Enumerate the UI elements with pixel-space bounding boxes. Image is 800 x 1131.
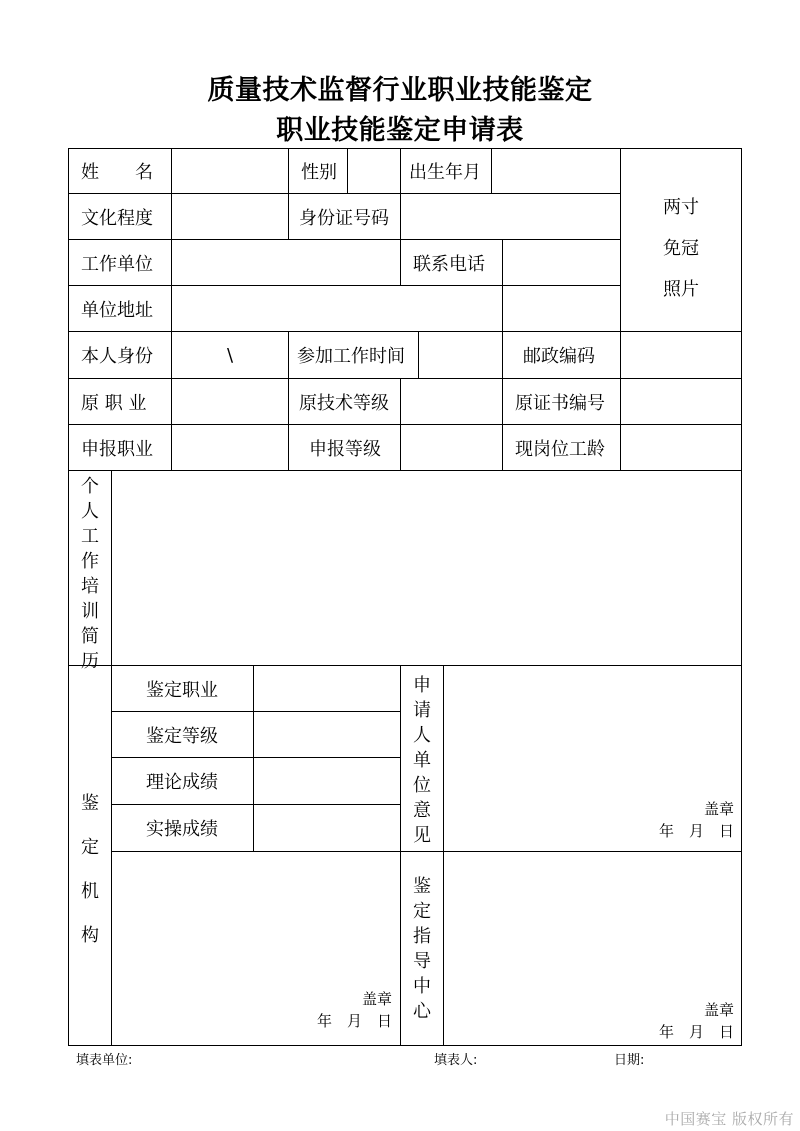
field-appraisal-occupation[interactable] — [253, 665, 401, 712]
label-orig-cert-no: 原证书编号 — [502, 378, 621, 425]
field-address-extra[interactable] — [502, 285, 621, 332]
field-name[interactable] — [171, 148, 289, 194]
footer-date: 日期: — [614, 1053, 645, 1068]
guidance-seal-stamp: 盖章 — [703, 1001, 734, 1019]
label-address: 单位地址 — [68, 285, 172, 332]
form-title-line2: 职业技能鉴定申请表 — [276, 115, 524, 146]
field-apply-level[interactable] — [400, 424, 503, 471]
field-postcode[interactable] — [620, 331, 742, 379]
watermark: 中国赛宝 版权所有 — [664, 1110, 794, 1128]
label-practice-score: 实操成绩 — [111, 804, 254, 852]
photo-label-line3: 照片 — [663, 279, 699, 300]
photo-label-line1: 两寸 — [663, 197, 699, 218]
org-label — [79, 782, 101, 958]
field-orig-level[interactable] — [400, 378, 503, 425]
field-identity[interactable]: \ — [171, 331, 289, 379]
field-practice-score[interactable] — [253, 804, 401, 852]
label-orig-level: 原技术等级 — [288, 378, 401, 425]
field-theory-score[interactable] — [253, 757, 401, 805]
label-id-number: 身份证号码 — [288, 193, 401, 240]
resume-field[interactable] — [111, 470, 742, 666]
label-birth: 出生年月 — [400, 148, 492, 194]
org-seal-date: 年 月 日 — [316, 1012, 392, 1030]
guidance-seal — [659, 999, 734, 1043]
field-education[interactable] — [171, 193, 289, 240]
field-orig-cert-no[interactable] — [620, 378, 742, 425]
field-birth[interactable] — [491, 148, 621, 194]
field-orig-occupation[interactable] — [171, 378, 289, 425]
field-phone[interactable] — [502, 239, 621, 286]
applicant-opinion-label — [411, 673, 433, 848]
applicant-seal-date: 年 月 日 — [658, 822, 734, 840]
label-orig-occupation: 原 职 业 — [68, 378, 172, 425]
footer-unit: 填表单位: — [76, 1053, 133, 1068]
field-id-number[interactable] — [400, 193, 621, 240]
org-seal — [317, 988, 392, 1032]
label-phone: 联系电话 — [400, 239, 503, 286]
label-education: 文化程度 — [68, 193, 172, 240]
label-name: 姓 名 — [68, 148, 172, 194]
applicant-seal — [659, 798, 734, 842]
label-identity: 本人身份 — [68, 331, 172, 379]
field-work-start[interactable] — [418, 331, 503, 379]
label-job-years: 现岗位工龄 — [502, 424, 621, 471]
field-gender[interactable] — [347, 148, 401, 194]
label-postcode: 邮政编码 — [502, 331, 621, 379]
photo-box — [620, 148, 742, 332]
photo-label-line2: 免冠 — [663, 238, 699, 259]
field-address[interactable] — [171, 285, 503, 332]
label-apply-level: 申报等级 — [288, 424, 401, 471]
label-employer: 工作单位 — [68, 239, 172, 286]
applicant-opinion-label-text: 申请人单位意见 — [413, 675, 431, 846]
field-appraisal-level[interactable] — [253, 711, 401, 758]
footer-filler: 填表人: — [434, 1053, 478, 1068]
label-work-start: 参加工作时间 — [288, 331, 419, 379]
resume-label — [79, 474, 101, 674]
org-seal-stamp: 盖章 — [361, 990, 392, 1008]
label-appraisal-level: 鉴定等级 — [111, 711, 254, 758]
org-label-text: 鉴定机构 — [81, 793, 99, 946]
resume-label-text: 个人工作培训简历 — [81, 476, 99, 672]
guidance-center-label-text: 鉴定指导中心 — [413, 876, 431, 1022]
field-employer[interactable] — [171, 239, 401, 286]
field-job-years[interactable] — [620, 424, 742, 471]
field-apply-occupation[interactable] — [171, 424, 289, 471]
guidance-seal-date: 年 月 日 — [658, 1023, 734, 1041]
label-apply-occupation: 申报职业 — [68, 424, 172, 471]
guidance-center-label — [411, 874, 433, 1024]
label-theory-score: 理论成绩 — [111, 757, 254, 805]
label-appraisal-occupation: 鉴定职业 — [111, 665, 254, 712]
label-gender: 性别 — [288, 148, 348, 194]
applicant-seal-stamp: 盖章 — [703, 800, 734, 818]
form-title-line1: 质量技术监督行业职业技能鉴定 — [207, 75, 593, 106]
